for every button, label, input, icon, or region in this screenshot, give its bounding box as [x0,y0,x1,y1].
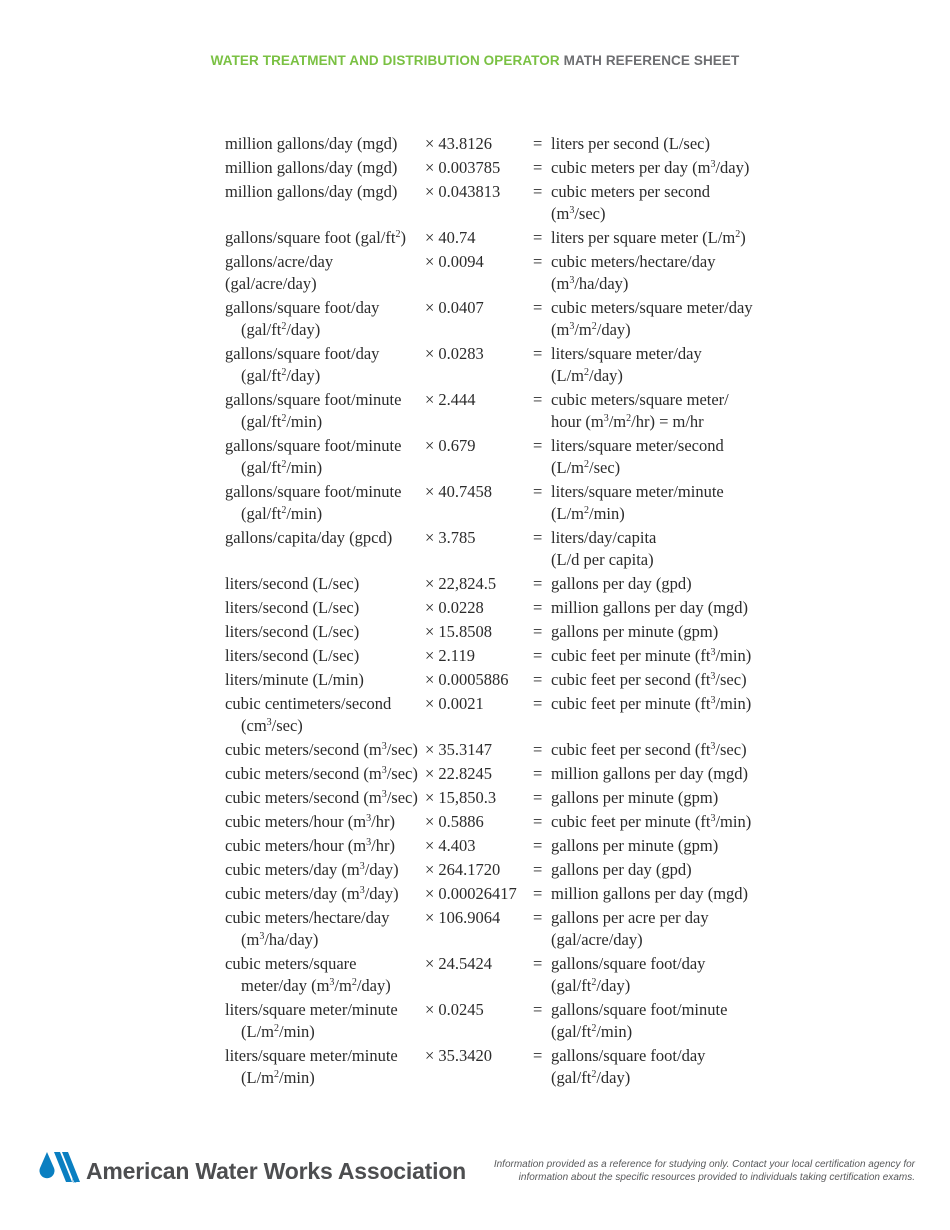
to-unit: cubic feet per second $(ft^3/\sec)$ [551,670,747,689]
to-unit: gallons/square foot/day $(gal/ft^2/day)$ [551,1046,706,1087]
equals-sign: = [533,344,543,363]
to-unit: liters/square meter/second $(L/m^2/\sec)$ [551,436,724,477]
equals-sign: = [533,908,543,927]
conversion-row [225,343,785,387]
conversion-factor: × 40.7458 [425,482,493,501]
equals-sign: = [533,860,543,879]
to-unit: million gallons per day (mgd) [551,598,749,617]
conversion-row [225,907,785,951]
to-unit: gallons/square foot/day $(gal/ft^2/day)$ [551,954,706,995]
footer-disclaimer: Information provided as a reference for studying only. Contact your local certification agency for information about the specific resources provided to individuals taking certification exams. [493,1159,915,1183]
conversion-row [225,297,785,341]
conversion-row [225,435,785,479]
from-unit: gallons/square foot/day $(gal/ft^2/day)$ [225,298,380,339]
to-unit: million gallons per day (mgd) [551,764,749,783]
to-unit: liters/square meter/day $(L/m^2/day)$ [551,344,702,385]
to-unit: liters/square meter/minute $(L/m^2/\min)$ [551,482,724,523]
equals-sign: = [533,134,543,153]
from-unit: million gallons/day (mgd) [225,158,398,177]
from-unit: cubic meters/second $(m^3/\sec)$ [225,740,418,759]
from-unit: cubic meters/hour $(m^3/hr)$ [225,812,395,831]
conversion-factor: × 264.1720 [425,860,501,879]
equals-sign: = [533,598,543,617]
conversion-factor: × 35.3420 [425,1046,493,1065]
from-unit: million gallons/day (mgd) [225,134,398,153]
conversion-factor: × 0.0094 [425,252,484,271]
equals-sign: = [533,436,543,455]
to-unit: liters/day/capita (L/d per capita) [551,528,657,569]
equals-sign: = [533,812,543,831]
logo-text: American Water Works Association [86,1158,467,1184]
from-unit: cubic centimeters/second $(cm^3/\sec)$ [225,694,392,735]
conversion-row [225,573,785,595]
water-drop-logo-icon [38,1150,84,1184]
equals-sign: = [533,740,543,759]
conversion-row [225,693,785,737]
to-unit: cubic meters per second $(m^3/\sec)$ [551,182,710,223]
conversion-row [225,481,785,525]
conversion-row [225,227,785,249]
from-unit: cubic meters/hour $(m^3/hr)$ [225,836,395,855]
from-unit: gallons/square foot/minute $(gal/ft^2/\min)$ [225,436,402,477]
from-unit: gallons/capita/day (gpcd) [225,528,393,547]
conversion-row [225,953,785,997]
to-unit: gallons/square foot/minute $(gal/ft^2/\min)$ [551,1000,728,1041]
from-unit: liters/second (L/sec) [225,574,360,593]
conversion-row [225,763,785,785]
conversion-row [225,999,785,1043]
conversion-factor: × 0.0021 [425,694,484,713]
to-unit: cubic meters/square meter/ hour $(m^3/m^2/hr) = m/hr$ [551,390,729,431]
conversion-factor: × 0.0005886 [425,670,509,689]
from-unit: gallons/square foot/minute $(gal/ft^2/\min)$ [225,482,402,523]
page-header [0,53,950,68]
equals-sign: = [533,1046,543,1065]
header-title-green: WATER TREATMENT AND DISTRIBUTION OPERATOR [210,53,560,68]
conversion-row [225,787,785,809]
conversion-factor: × 2.444 [425,390,476,409]
to-unit: cubic meters/square meter/day $(m^3/m^2/day)$ [551,298,753,339]
conversion-factor: × 22,824.5 [425,574,497,593]
equals-sign: = [533,390,543,409]
conversion-factor: × 40.74 [425,228,476,247]
conversion-row [225,597,785,619]
conversion-row [225,835,785,857]
conversion-row [225,669,785,691]
to-unit: cubic meters per day $(m^3/day)$ [551,158,750,177]
from-unit: cubic meters/second $(m^3/\sec)$ [225,788,418,807]
from-unit: gallons/square foot/day $(gal/ft^2/day)$ [225,344,380,385]
conversion-factor: × 0.679 [425,436,476,455]
to-unit: gallons per acre per day (gal/acre/day) [551,908,709,949]
to-unit: liters per square meter $(L/m^2)$ [551,228,746,247]
conversion-factor: × 106.9064 [425,908,501,927]
conversion-factor: × 0.5886 [425,812,484,831]
from-unit: gallons/square foot $(gal/ft^2)$ [225,228,406,247]
to-unit: cubic feet per minute $(ft^3/\min)$ [551,646,752,665]
conversion-factor: × 35.3147 [425,740,493,759]
conversion-row [225,739,785,761]
conversion-factor: × 0.0228 [425,598,484,617]
conversion-table [225,133,785,1091]
from-unit: liters/square meter/minute $(L/m^2/\min)$ [225,1000,398,1041]
to-unit: gallons per minute (gpm) [551,622,719,641]
to-unit: gallons per day (gpd) [551,574,692,593]
equals-sign: = [533,670,543,689]
conversion-row [225,527,785,571]
logo-registered-mark: ® [72,1178,78,1184]
conversion-factor: × 0.043813 [425,182,501,201]
from-unit: liters/second (L/sec) [225,646,360,665]
conversion-factor: × 0.00026417 [425,884,517,903]
conversion-factor: × 0.0283 [425,344,484,363]
from-unit: liters/second (L/sec) [225,598,360,617]
from-unit: million gallons/day (mgd) [225,182,398,201]
equals-sign: = [533,182,543,201]
conversion-row [225,133,785,155]
conversion-factor: × 0.0245 [425,1000,484,1019]
equals-sign: = [533,884,543,903]
conversion-row [225,883,785,905]
conversion-factor: × 0.0407 [425,298,484,317]
conversion-factor: × 24.5424 [425,954,493,973]
from-unit: liters/second (L/sec) [225,622,360,641]
conversion-factor: × 43.8126 [425,134,493,153]
equals-sign: = [533,574,543,593]
header-title-gray: MATH REFERENCE SHEET [563,53,740,68]
conversion-factor: × 0.003785 [425,158,501,177]
conversion-factor: × 3.785 [425,528,476,547]
from-unit: cubic meters/second $(m^3/\sec)$ [225,764,418,783]
equals-sign: = [533,298,543,317]
conversion-row [225,621,785,643]
equals-sign: = [533,252,543,271]
to-unit: gallons per day (gpd) [551,860,692,879]
conversion-factor: × 2.119 [425,646,475,665]
equals-sign: = [533,622,543,641]
awwa-logo [38,1150,466,1184]
equals-sign: = [533,1000,543,1019]
to-unit: liters per second (L/sec) [551,134,710,153]
equals-sign: = [533,788,543,807]
from-unit: cubic meters/hectare/day $(m^3/ha/day)$ [225,908,390,949]
equals-sign: = [533,482,543,501]
to-unit: gallons per minute (gpm) [551,836,719,855]
equals-sign: = [533,228,543,247]
equals-sign: = [533,764,543,783]
to-unit: cubic feet per minute $(ft^3/\min)$ [551,812,752,831]
from-unit: cubic meters/square meter/day $(m^3/m^2/day)$ [225,954,391,995]
equals-sign: = [533,836,543,855]
from-unit: gallons/acre/day (gal/acre/day) [225,252,334,293]
conversion-factor: × 22.8245 [425,764,493,783]
to-unit: cubic feet per second $(ft^3/\sec)$ [551,740,747,759]
conversion-factor: × 15,850.3 [425,788,497,807]
from-unit: liters/square meter/minute $(L/m^2/\min)$ [225,1046,398,1087]
equals-sign: = [533,646,543,665]
conversion-row [225,181,785,225]
from-unit: cubic meters/day $(m^3/day)$ [225,884,399,903]
conversion-factor: × 15.8508 [425,622,493,641]
to-unit: gallons per minute (gpm) [551,788,719,807]
from-unit: liters/minute (L/min) [225,670,364,689]
equals-sign: = [533,694,543,713]
to-unit: cubic meters/hectare/day $(m^3/ha/day)$ [551,252,716,293]
conversion-row [225,859,785,881]
from-unit: cubic meters/day $(m^3/day)$ [225,860,399,879]
conversion-row [225,389,785,433]
conversion-row [225,251,785,295]
conversion-row [225,811,785,833]
to-unit: million gallons per day (mgd) [551,884,749,903]
conversion-row [225,157,785,179]
equals-sign: = [533,954,543,973]
from-unit: gallons/square foot/minute $(gal/ft^2/\min)$ [225,390,402,431]
equals-sign: = [533,158,543,177]
to-unit: cubic feet per minute $(ft^3/\min)$ [551,694,752,713]
conversion-factor: × 4.403 [425,836,476,855]
conversion-row [225,1045,785,1089]
conversion-row [225,645,785,667]
equals-sign: = [533,528,543,547]
